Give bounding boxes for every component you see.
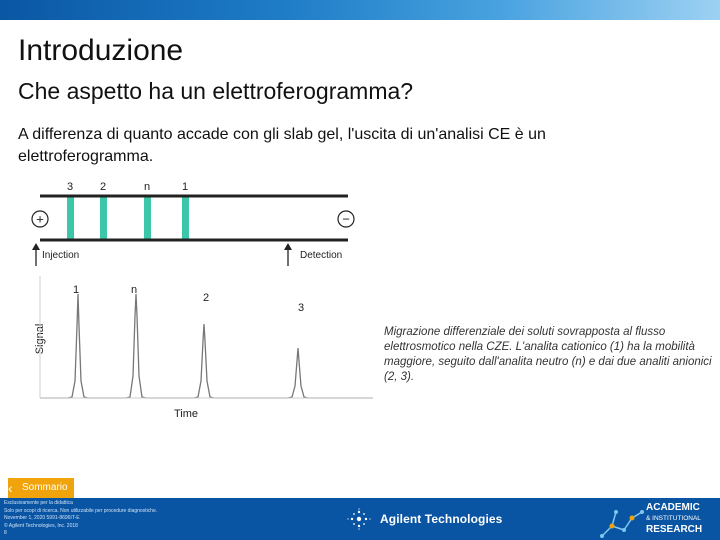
footer-legal-text (4, 500, 244, 538)
analyte-band-1 (182, 196, 189, 240)
detection-label: Detection (300, 250, 343, 261)
x-axis-label: Time (173, 408, 199, 420)
peak-label-n: n (130, 284, 138, 296)
capillary-label-2: 2 (99, 181, 107, 193)
sommario-button[interactable] (8, 478, 74, 498)
academic-line-3: RESEARCH (646, 524, 703, 535)
capillary-label-3: 3 (66, 181, 74, 193)
molecule-decoration-icon (596, 498, 644, 540)
footer-line: November 1, 2020 5991-8696IT-E (4, 515, 80, 521)
peak-label-2: 2 (202, 292, 210, 304)
capillary-label-n: n (143, 181, 151, 193)
header-band (0, 0, 720, 20)
chevron-left-icon: ‹ (8, 480, 13, 496)
figure-caption: Migrazione differenziale dei soluti sovrapposta al flusso elettrosmotico nella CZE. L'analita cationico (1) ha la mobilità maggiore, seguito dall'analita neutro (n) e dai due analiti anionici (2, 3). (384, 326, 712, 383)
slide-body-text: A differenza di quanto accade con gli slab gel, l'uscita di un'analisi CE è un elettroferogramma. (18, 126, 546, 165)
agilent-spark-icon (346, 508, 372, 530)
capillary-label-1: 1 (181, 181, 189, 193)
y-axis-label: Signal (34, 323, 46, 355)
footer-line: 8 (4, 530, 7, 536)
peak-label-3: 3 (297, 302, 305, 314)
analyte-band-2 (100, 196, 107, 240)
footer-line: Solo per scopi di ricerca. Non utilizzabile per procedure diagnostiche. (4, 507, 158, 514)
footer-line: Esclusivamente per la didattica (4, 500, 73, 506)
electropherogram-diagram (18, 176, 378, 422)
slide-subtitle: Che aspetto ha un elettroferogramma? (18, 78, 414, 104)
sommario-label: Sommario (22, 482, 68, 493)
agilent-brand-text: Agilent Technologies (380, 512, 503, 526)
academic-line-2: & INSTITUTIONAL (646, 515, 701, 522)
academic-research-logo (646, 502, 702, 535)
minus-symbol: − (342, 211, 350, 227)
injection-arrowhead-icon (32, 243, 40, 250)
electropherogram-trace (40, 294, 373, 398)
analyte-band-n (144, 196, 151, 240)
academic-line-1: ACADEMIC (646, 502, 700, 513)
plus-symbol: + (36, 211, 44, 227)
injection-label: Injection (42, 250, 80, 261)
peak-label-1: 1 (72, 284, 80, 296)
slide-title: Introduzione (18, 34, 184, 67)
analyte-band-3 (67, 196, 74, 240)
electropherogram-figure (18, 176, 378, 422)
footer-line: © Agilent Technologies, Inc. 2018 (4, 522, 78, 529)
detection-arrowhead-icon (284, 243, 292, 250)
